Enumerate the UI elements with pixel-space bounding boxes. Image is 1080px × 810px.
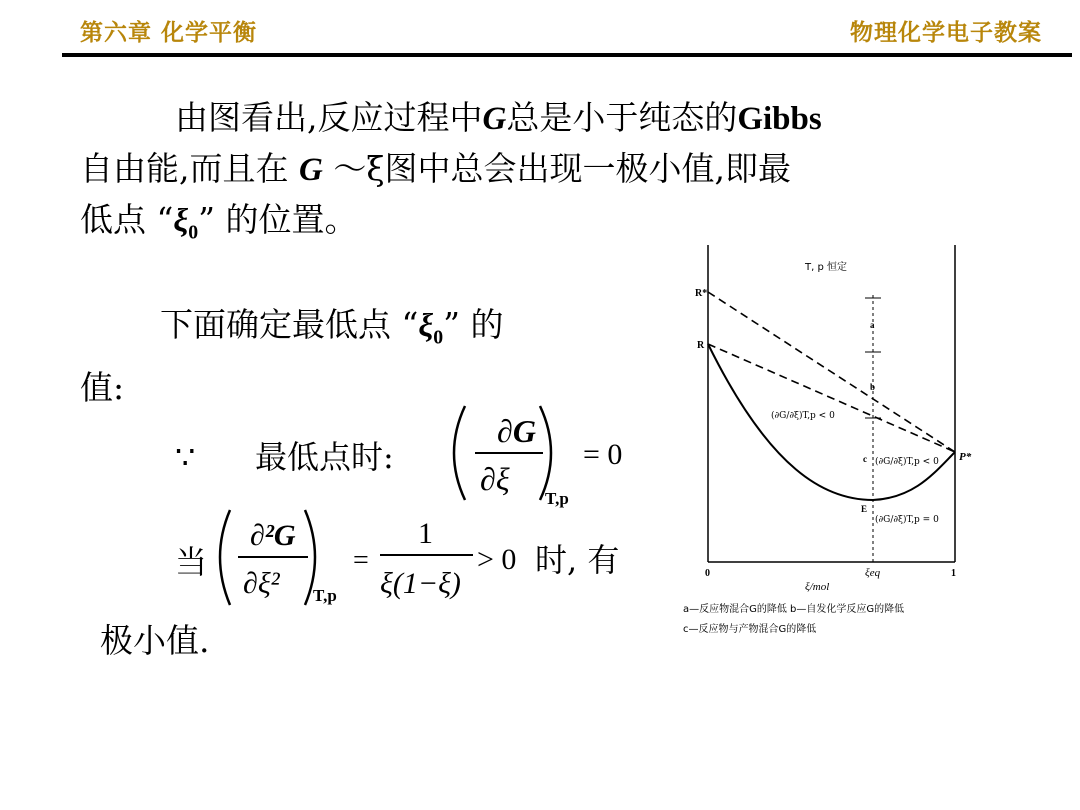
symbol-G2: G [298, 152, 323, 188]
label-a: a [870, 320, 875, 330]
equation-first-derivative [175, 398, 645, 508]
label-b: b [870, 382, 876, 392]
x-label-0: 0 [705, 568, 710, 579]
intro-text-5: ～ξ图中总会出现一极小值,即最 [322, 149, 791, 188]
subscript-0: 0 [188, 221, 199, 244]
diagram-title: T, p 恒定 [805, 262, 847, 273]
gibbs-word: Gibbs [737, 101, 822, 137]
dashed-R-P-star [708, 344, 955, 452]
dashed-R-star-P-star [708, 292, 955, 452]
conclusion-text: 极小值. [100, 621, 210, 660]
gibbs-energy-diagram [675, 240, 1015, 650]
symbol-G: G [482, 101, 507, 137]
annotation-slope-2: (∂G/∂ξ)T,p < 0 [875, 457, 939, 467]
label-R-star: R* [695, 288, 708, 299]
left-paren [454, 406, 465, 500]
label-c: c [863, 454, 867, 464]
subscript-0-b: 0 [433, 326, 444, 349]
minimum-label: 最低点时: [255, 438, 394, 476]
deriv-subscript: T,p [545, 489, 569, 508]
chapter-title: 第六章 化学平衡 [80, 19, 258, 46]
gibbs-curve [708, 344, 955, 500]
determine-text-1: 下面确定最低点 “ [160, 305, 419, 344]
intro-text-3: 总是小于纯态的 [506, 98, 738, 137]
label-R: R [697, 340, 705, 351]
equals-zero: = 0 [583, 438, 623, 471]
intro-text-2: 反应过程中 [317, 98, 483, 137]
legend-line-1: a—反应物混合G的降低 b—自发化学反应G的降低 [683, 604, 905, 615]
when-label: 当 [175, 543, 208, 581]
determine-text-3: 值: [80, 367, 125, 407]
deriv-num: ∂G [497, 413, 536, 449]
legend-line-2: c—反应物与产物混合G的降低 [683, 624, 817, 635]
intro-text-6: 低点 “ [80, 200, 174, 239]
intro-text-4: 自由能,而且在 [80, 149, 299, 188]
symbol-xi0: ξ [173, 203, 189, 239]
intro-text-1: 由图看出, [175, 98, 318, 137]
paragraph-determine [80, 300, 640, 413]
equation-second-derivative [175, 505, 645, 615]
because-symbol: ∵ [175, 438, 196, 476]
greater-zero: > 0 [477, 543, 517, 576]
label-P-star: P* [959, 451, 972, 463]
second-deriv-subscript: T,p [313, 586, 337, 605]
ratio-num: 1 [418, 517, 433, 550]
left-paren-2 [220, 510, 230, 605]
second-deriv-den: ∂ξ² [243, 567, 280, 600]
paragraph-intro [80, 93, 1060, 258]
x-label-xi-eq: ξeq [865, 567, 881, 579]
annotation-slope-3: (∂G/∂ξ)T,p = 0 [875, 515, 939, 525]
label-E: E [861, 504, 868, 514]
equals-sign: = [353, 545, 369, 576]
then-text: 时, 有 [535, 541, 620, 579]
intro-text-7: ” 的位置。 [198, 200, 358, 239]
course-title: 物理化学电子教案 [850, 19, 1042, 46]
determine-text-2: ” 的 [443, 305, 504, 344]
ratio-den: ξ(1−ξ) [380, 567, 461, 600]
annotation-slope-1: (∂G/∂ξ)T,p < 0 [771, 411, 835, 421]
second-deriv-num: ∂²G [250, 519, 296, 552]
symbol-xi0-b: ξ [418, 308, 434, 344]
x-axis-title: ξ/mol [805, 581, 830, 593]
header-divider [62, 53, 1072, 57]
deriv-den: ∂ξ [480, 461, 510, 497]
x-label-1: 1 [951, 568, 956, 579]
